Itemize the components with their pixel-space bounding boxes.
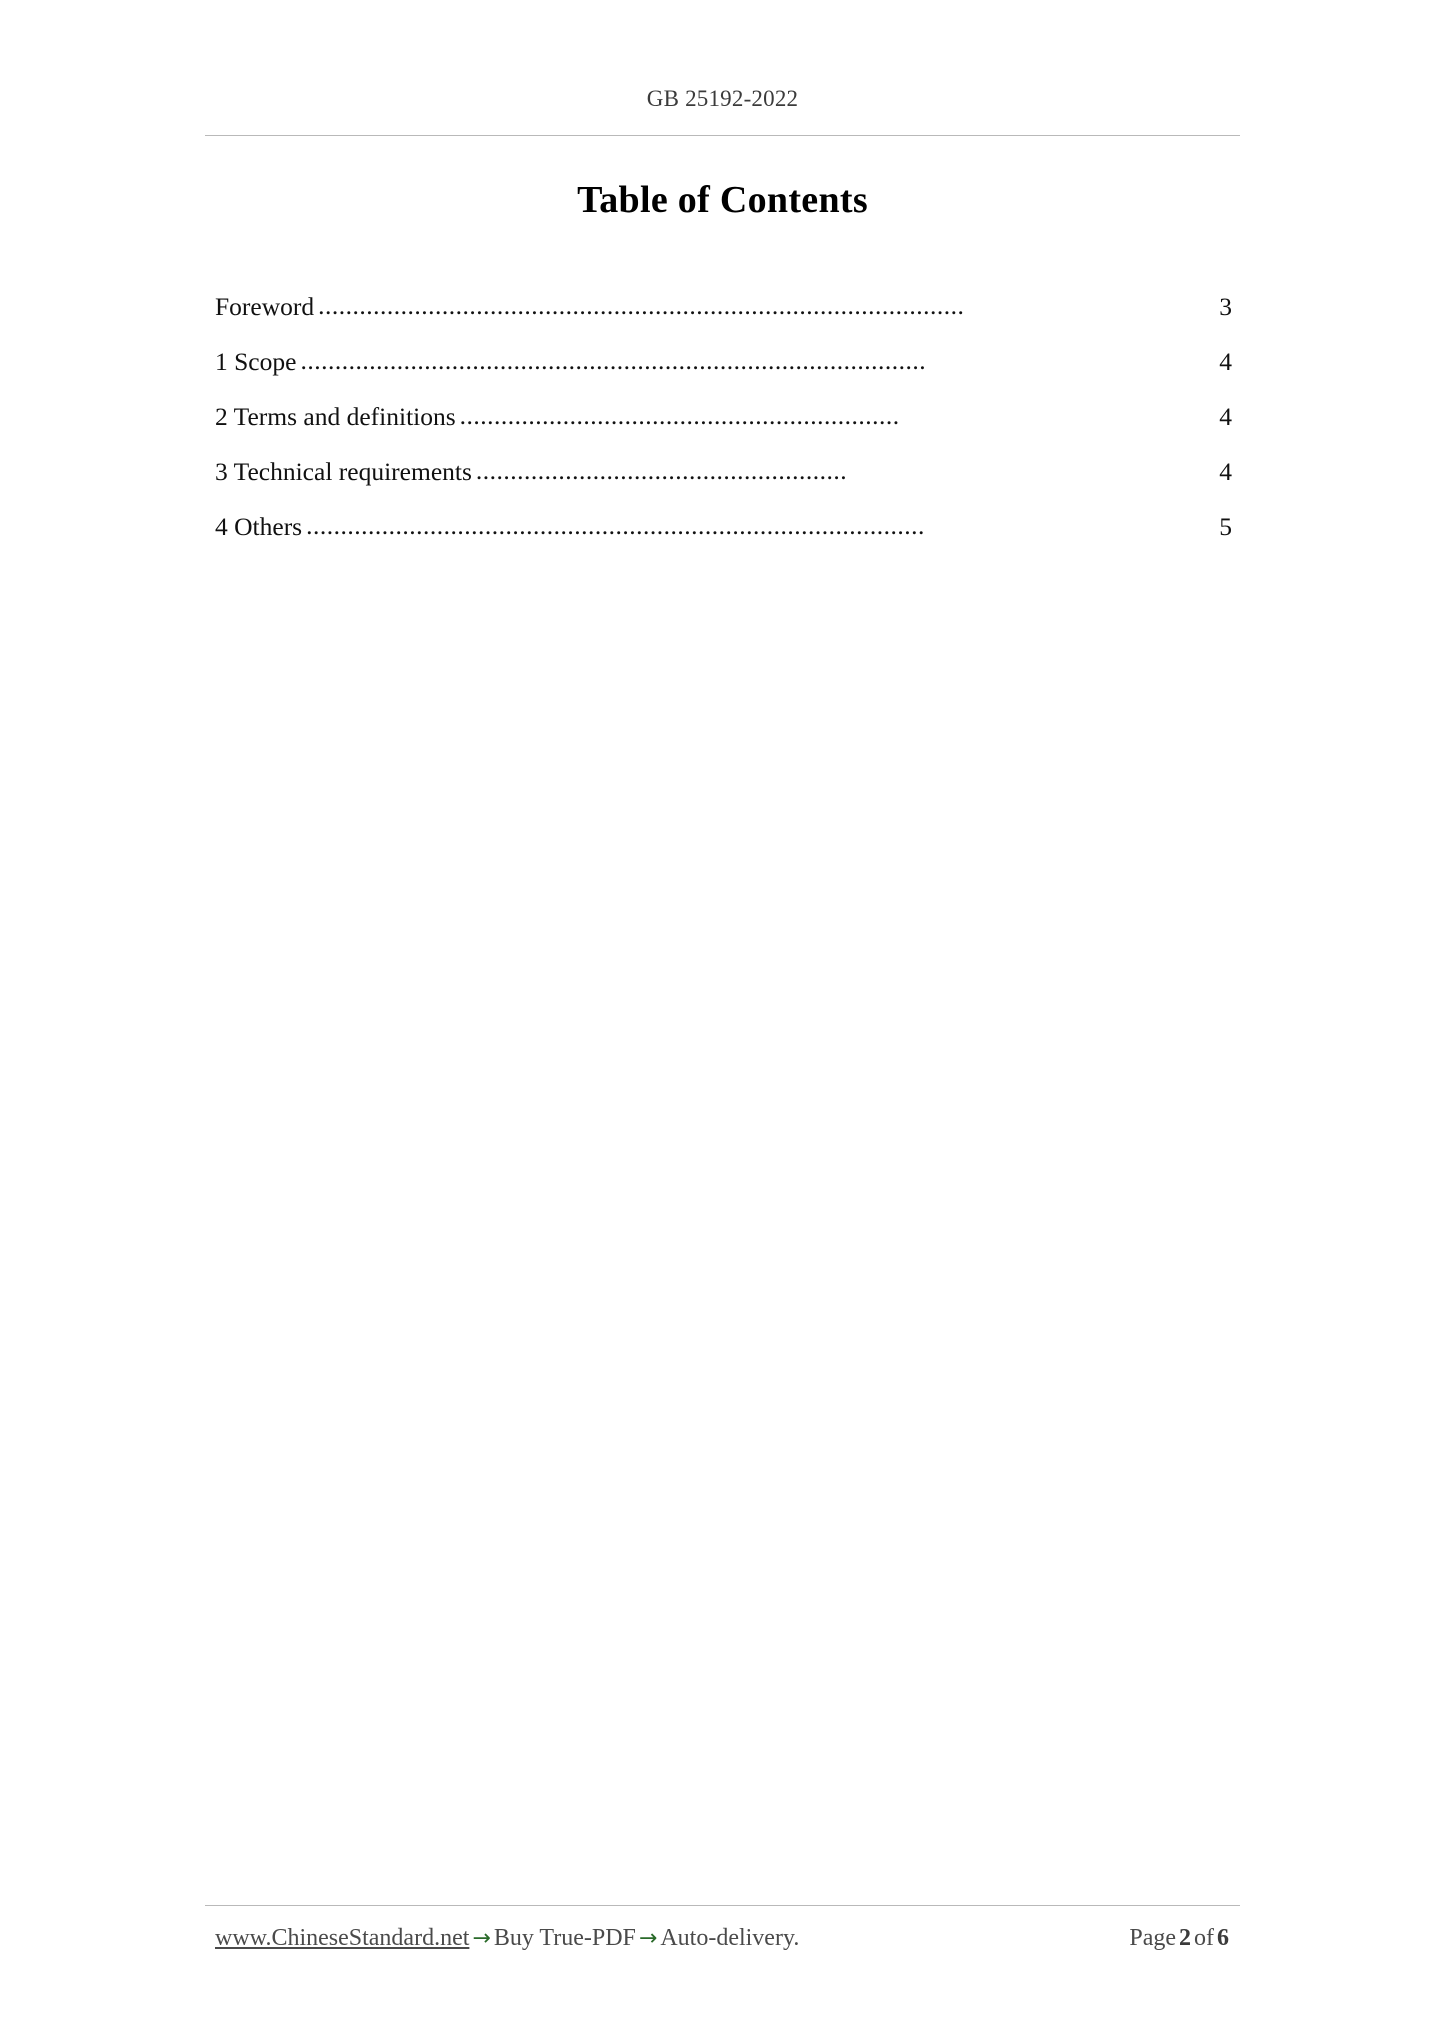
toc-entry-label: 2 Terms and definitions	[215, 402, 456, 431]
toc-leader-dots: ......................................................	[475, 456, 848, 485]
toc-entry-label: 1 Scope	[215, 347, 297, 376]
toc-entry-page: 4	[1219, 347, 1232, 376]
page-header	[205, 86, 1240, 112]
page-indicator	[1129, 1925, 1232, 1952]
table-of-contents	[215, 292, 1232, 567]
toc-leader-dots: ...........................................................................................	[300, 346, 927, 375]
page-word: Page	[1129, 1925, 1176, 1951]
list-item[interactable]	[215, 292, 1232, 322]
toc-entry-page: 3	[1219, 292, 1232, 321]
page-title: Table of Contents	[577, 179, 868, 221]
toc-entry-label: Foreword	[215, 292, 315, 321]
footer-divider	[205, 1905, 1240, 1906]
list-item[interactable]	[215, 347, 1232, 377]
toc-entry-label: 3 Technical requirements	[215, 457, 472, 486]
toc-entry-page: 4	[1219, 402, 1232, 431]
total-page-number: 6	[1217, 1925, 1229, 1951]
list-item[interactable]	[215, 457, 1232, 487]
header-divider	[205, 135, 1240, 136]
toc-entry-page: 5	[1219, 512, 1232, 541]
toc-entry-label: 4 Others	[215, 512, 303, 541]
list-item[interactable]	[215, 512, 1232, 542]
toc-entry-page: 4	[1219, 457, 1232, 486]
toc-leader-dots: ..............................................................................................	[318, 291, 965, 320]
toc-leader-dots: ..........................................................................................	[306, 511, 925, 540]
of-word: of	[1194, 1925, 1214, 1951]
list-item[interactable]	[215, 402, 1232, 432]
footer-promo	[215, 1925, 799, 1952]
arrow-right-icon: →	[472, 1926, 491, 1951]
current-page-number: 2	[1179, 1925, 1191, 1951]
chinesestandard-link[interactable]: www.ChineseStandard.net	[215, 1925, 470, 1951]
footer-delivery-text: Auto-delivery.	[660, 1925, 800, 1951]
footer-buy-text: Buy True-PDF	[493, 1925, 636, 1951]
standard-number: GB 25192-2022	[646, 86, 799, 111]
toc-leader-dots: ................................................................	[459, 401, 900, 430]
arrow-right-icon: →	[638, 1926, 658, 1951]
page-footer	[205, 1925, 1240, 1965]
